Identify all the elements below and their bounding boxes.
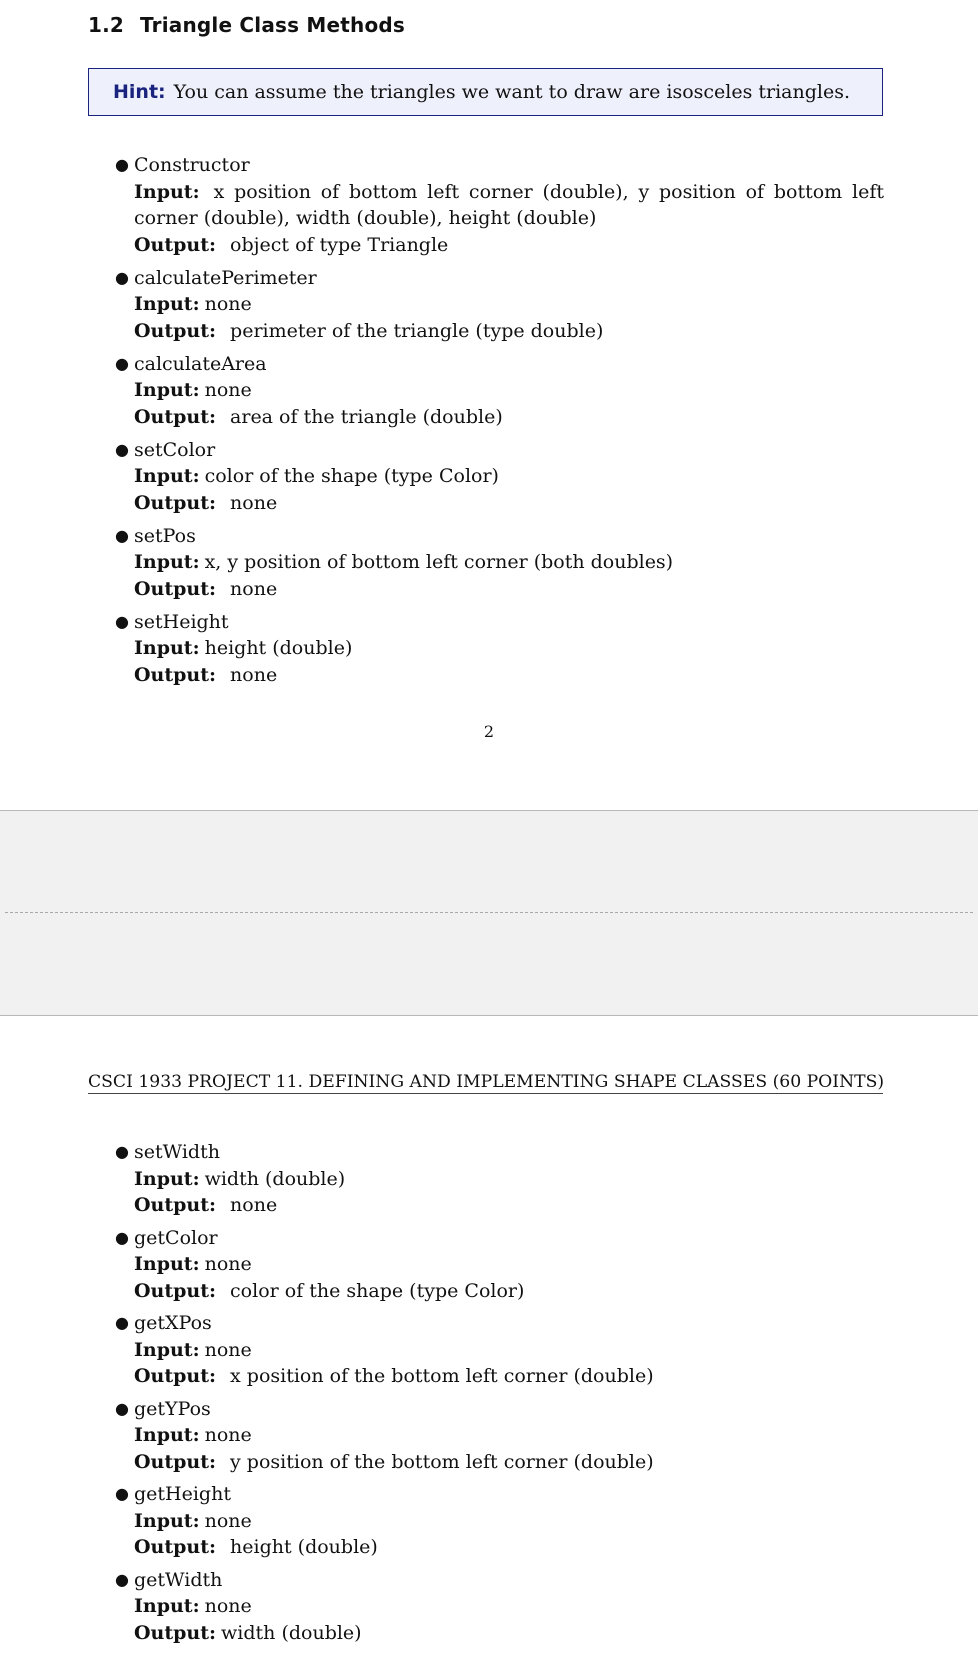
input-label: Input: — [134, 180, 200, 203]
input-label: Input: — [134, 1595, 200, 1617]
method-name: getWidth — [134, 1568, 223, 1591]
output-label: Output: — [134, 1536, 217, 1558]
method-item — [0, 1567, 884, 1647]
running-head: CSCI 1933 PROJECT 11. DEFINING AND IMPLEMENTING SHAPE CLASSES (60 POINTS) — [88, 1072, 885, 1092]
method-input — [134, 291, 884, 318]
input-label: Input: — [134, 1338, 200, 1361]
output-label: Output: — [134, 405, 217, 428]
bullet-icon: ● — [115, 155, 129, 174]
method-item — [0, 609, 884, 689]
method-output — [134, 404, 884, 431]
method-input — [134, 179, 884, 232]
hint-text: You can assume the triangles we want to draw are isosceles triangles. — [173, 81, 851, 103]
input-value: height (double) — [204, 637, 353, 659]
page-number: 2 — [483, 722, 495, 741]
input-value: x position of bottom left corner (double), y position of bottom left corner (double), width (double), height (double) — [134, 180, 884, 229]
output-label: Output: — [134, 1450, 217, 1473]
method-input — [134, 1166, 884, 1193]
method-output — [134, 1534, 884, 1561]
method-output — [134, 1449, 884, 1476]
output-value: area of the triangle (double) — [230, 405, 503, 428]
input-value: none — [204, 1595, 252, 1617]
output-value: none — [230, 491, 278, 514]
method-name: getColor — [134, 1226, 218, 1249]
input-label: Input: — [134, 1253, 200, 1275]
output-label: Output: — [134, 1279, 217, 1302]
bullet-icon: ● — [115, 439, 129, 459]
method-name: getHeight — [134, 1483, 231, 1505]
method-name: setHeight — [134, 610, 229, 633]
method-output — [134, 1192, 884, 1219]
method-item — [0, 1481, 884, 1561]
method-item — [0, 437, 884, 517]
bullet-icon: ● — [115, 1142, 129, 1161]
output-value: none — [230, 663, 278, 686]
output-label: Output: — [134, 233, 217, 256]
bullet-icon: ● — [115, 1569, 129, 1589]
method-input — [134, 1422, 884, 1449]
output-value: none — [230, 577, 278, 600]
output-value: none — [230, 1194, 278, 1216]
input-label: Input: — [134, 1167, 200, 1190]
input-value: none — [204, 379, 252, 401]
bullet-icon: ● — [115, 1484, 129, 1503]
input-value: none — [204, 1424, 252, 1446]
input-label: Input: — [134, 379, 200, 401]
method-list — [0, 1139, 978, 1652]
method-name: calculateArea — [134, 352, 267, 375]
bullet-icon: ● — [115, 1227, 129, 1247]
bullet-icon: ● — [115, 1398, 129, 1418]
method-input — [134, 549, 884, 576]
section-number: 1.2 — [88, 13, 125, 37]
method-input — [134, 377, 884, 404]
input-label: Input: — [134, 1509, 200, 1532]
method-name: getYPos — [134, 1397, 211, 1420]
method-input — [134, 463, 884, 490]
output-value: perimeter of the triangle (type double) — [230, 319, 604, 342]
method-input — [134, 1593, 884, 1620]
method-output — [134, 576, 884, 603]
input-label: Input: — [134, 637, 200, 659]
method-item — [0, 1139, 884, 1219]
hint-label: Hint: — [113, 81, 166, 103]
page-break-line — [5, 912, 973, 913]
output-value: object of type Triangle — [230, 233, 449, 256]
hint-box — [88, 68, 883, 116]
bullet-icon: ● — [115, 611, 129, 631]
output-value: x position of the bottom left corner (double) — [230, 1365, 654, 1387]
page-separator — [0, 810, 978, 1016]
input-value: none — [204, 293, 252, 315]
method-output — [134, 232, 884, 259]
method-item — [0, 1225, 884, 1305]
output-value: y position of the bottom left corner (double) — [230, 1450, 654, 1473]
bullet-icon: ● — [115, 1313, 129, 1332]
input-value: none — [204, 1253, 252, 1275]
document-page-2 — [0, 1015, 978, 1654]
input-label: Input: — [134, 1424, 200, 1446]
section-title: Triangle Class Methods — [140, 13, 406, 37]
output-label: Output: — [134, 1621, 217, 1644]
output-label: Output: — [134, 319, 217, 342]
method-item — [0, 351, 884, 431]
method-output — [134, 490, 884, 517]
input-value: none — [204, 1509, 252, 1532]
method-item — [0, 265, 884, 345]
method-item — [0, 523, 884, 603]
output-label: Output: — [134, 577, 217, 600]
input-label: Input: — [134, 465, 200, 487]
method-name: setWidth — [134, 1141, 220, 1163]
method-item — [0, 1396, 884, 1476]
method-name: setPos — [134, 524, 196, 547]
bullet-icon: ● — [115, 267, 129, 287]
method-name: setColor — [134, 438, 216, 461]
input-value: x, y position of bottom left corner (both doubles) — [204, 551, 674, 573]
output-label: Output: — [134, 491, 217, 514]
method-output — [134, 662, 884, 689]
output-value: height (double) — [230, 1536, 378, 1558]
method-output — [134, 1620, 884, 1647]
input-label: Input: — [134, 293, 200, 315]
output-label: Output: — [134, 663, 217, 686]
method-output — [134, 1363, 884, 1390]
input-value: color of the shape (type Color) — [204, 465, 499, 487]
section-heading — [88, 13, 405, 37]
output-value: width (double) — [221, 1621, 362, 1644]
method-item — [0, 152, 884, 258]
output-value: color of the shape (type Color) — [230, 1279, 525, 1302]
method-output — [134, 1278, 884, 1305]
method-input — [134, 1251, 884, 1278]
output-label: Output: — [134, 1365, 217, 1387]
bullet-icon: ● — [115, 353, 129, 373]
input-value: none — [204, 1338, 252, 1361]
method-input — [134, 1508, 884, 1535]
output-label: Output: — [134, 1194, 217, 1216]
method-name: calculatePerimeter — [134, 266, 317, 289]
method-item — [0, 1310, 884, 1390]
input-label: Input: — [134, 551, 200, 573]
input-value: width (double) — [204, 1167, 346, 1190]
method-input — [134, 635, 884, 662]
method-list — [0, 152, 978, 695]
method-name: getXPos — [134, 1312, 212, 1334]
bullet-icon: ● — [115, 525, 129, 545]
method-input — [134, 1337, 884, 1364]
method-output — [134, 318, 884, 345]
document-page-1 — [0, 0, 978, 810]
method-name: Constructor — [134, 154, 250, 176]
